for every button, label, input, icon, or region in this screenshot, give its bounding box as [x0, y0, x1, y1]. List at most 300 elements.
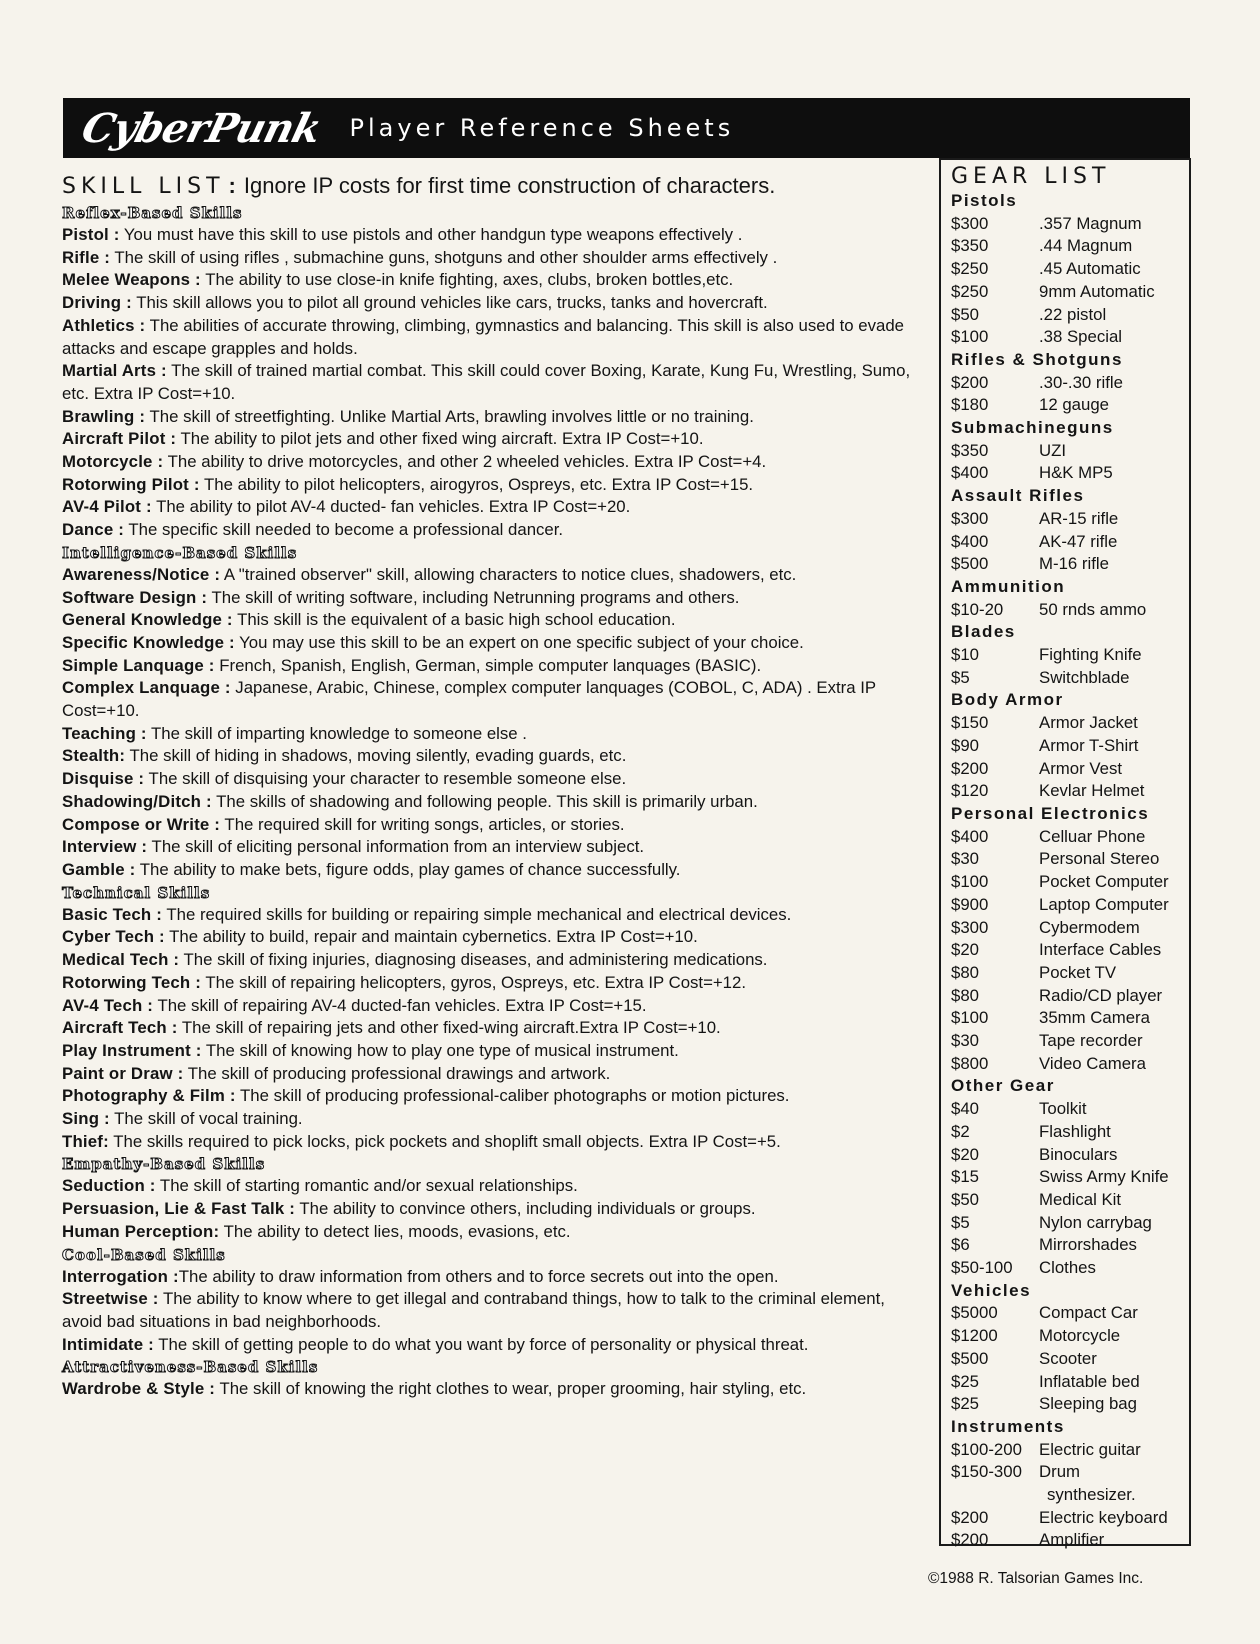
gear-price: $250: [951, 281, 989, 301]
gear-item: [951, 1348, 1189, 1371]
skill-name: Sing :: [62, 1109, 110, 1129]
gear-name: synthesizer.: [1047, 1485, 1136, 1505]
skill-description: The skill of using rifles , submachine guns, shotguns and other shoulder arms effectively .: [110, 247, 778, 267]
skill-name: Shadowing/Ditch :: [62, 791, 212, 811]
gear-item: [951, 1507, 1189, 1530]
gear-price: $200: [951, 372, 989, 392]
skill-entry: [62, 677, 912, 722]
gear-item: [951, 780, 1189, 803]
gear-name: H&K MP5: [1039, 463, 1113, 483]
skill-entry: [62, 791, 912, 814]
gear-name: Armor Jacket: [1039, 713, 1138, 733]
gear-item: [951, 712, 1189, 735]
skill-name: Interrogation :: [62, 1266, 179, 1286]
gear-item: [951, 1439, 1189, 1462]
skill-list-heading: [62, 173, 912, 200]
gear-price: $90: [951, 735, 979, 755]
gear-section-title: Body Armor: [951, 690, 1064, 710]
gear-price: $400: [951, 826, 989, 846]
page-title: Player Reference Sheets: [349, 114, 735, 142]
skill-category-title: Empathy-Based Skills: [62, 1155, 266, 1174]
gear-price: $200: [951, 1507, 989, 1527]
skill-list: [62, 173, 912, 1401]
gear-price: $300: [951, 213, 989, 233]
gear-item: [951, 758, 1189, 781]
skill-name: Martial Arts :: [62, 361, 167, 381]
gear-name: Clothes: [1039, 1258, 1096, 1278]
gear-name: Armor Vest: [1039, 758, 1122, 778]
skill-name: Streetwise :: [62, 1289, 159, 1309]
gear-item: [951, 281, 1189, 304]
skill-entry: [62, 1334, 912, 1357]
gear-name: Fighting Knife: [1039, 645, 1142, 665]
skill-category-title: Cool-Based Skills: [62, 1245, 226, 1264]
gear-name: Electric guitar: [1039, 1439, 1141, 1459]
gear-price: $300: [951, 508, 989, 528]
skill-description: A "trained observer" skill, allowing characters to notice clues, shadowers, etc.: [220, 564, 797, 584]
gear-item: [951, 1212, 1189, 1235]
skill-description: The skill of knowing the right clothes to wear, proper grooming, hair styling, etc.: [215, 1379, 807, 1399]
skill-name: Pistol :: [62, 225, 120, 244]
skill-entry: [62, 1108, 912, 1131]
gear-price: $350: [951, 440, 989, 460]
skill-description: The ability to use close-in knife fighting, axes, clubs, broken bottles,etc.: [200, 270, 734, 290]
skill-category-title: Attractiveness-Based Skills: [62, 1358, 319, 1377]
gear-name: M-16 rifle: [1039, 554, 1109, 574]
skill-name: Persuasion, Lie & Fast Talk :: [62, 1199, 296, 1219]
skill-name: Human Perception:: [62, 1221, 220, 1241]
skill-description: The skill of repairing jets and other fixed-wing aircraft.Extra IP Cost=+10.: [177, 1018, 721, 1038]
gear-section-title: Pistols: [951, 191, 1018, 210]
skill-description: You must have this skill to use pistols and other handgun type weapons effectively .: [119, 225, 743, 244]
skill-name: Seduction :: [62, 1176, 156, 1196]
gear-item: [951, 1461, 1189, 1484]
gear-item: [951, 213, 1189, 236]
skill-description: The ability to draw information from others and to force secrets out into the open.: [178, 1266, 779, 1286]
gear-price: $25: [951, 1371, 979, 1391]
gear-name: 9mm Automatic: [1039, 281, 1155, 301]
gear-item: [951, 1257, 1189, 1280]
gear-name: Compact Car: [1039, 1303, 1138, 1323]
skill-entry: [62, 836, 912, 859]
skill-description: This skill allows you to pilot all ground vehicles like cars, trucks, tanks and hovercraft.: [131, 293, 768, 313]
gear-price: $80: [951, 985, 979, 1005]
gear-name: Mirrorshades: [1039, 1235, 1137, 1255]
gear-price: $100-200: [951, 1439, 1022, 1459]
gear-name: Switchblade: [1039, 667, 1130, 687]
skill-description: The ability to pilot AV-4 ducted- fan vehicles. Extra IP Cost=+20.: [151, 497, 631, 517]
gear-section-title: Blades: [951, 622, 1016, 642]
gear-price: $40: [951, 1099, 979, 1119]
gear-item: [951, 1098, 1189, 1121]
skill-description: The required skill for writing songs, articles, or stories.: [220, 814, 625, 834]
skill-description: The ability to pilot jets and other fixed wing aircraft. Extra IP Cost=+10.: [176, 429, 704, 449]
skill-name: Aircraft Tech :: [62, 1018, 178, 1038]
skill-name: Interview :: [62, 837, 148, 857]
gear-item: [951, 1166, 1189, 1189]
gear-price: $30: [951, 1031, 979, 1051]
gear-name: AK-47 rifle: [1039, 531, 1118, 551]
skill-name: AV-4 Tech :: [62, 995, 154, 1015]
gear-item: [951, 1371, 1189, 1394]
skill-entry: [62, 1175, 912, 1198]
gear-section-title: Other Gear: [951, 1076, 1055, 1096]
skill-name: Driving :: [62, 293, 132, 313]
gear-list-title: GEAR LIST: [951, 164, 1111, 189]
skill-entry: [62, 428, 912, 451]
skill-name: Athletics :: [62, 315, 146, 335]
skill-description: The skill of vocal training.: [109, 1109, 303, 1129]
header-banner: [63, 98, 1190, 158]
gear-item: [951, 1484, 1189, 1507]
skill-description: The ability to detect lies, moods, evasions, etc.: [219, 1221, 571, 1241]
skill-name: Gamble :: [62, 859, 136, 879]
skill-entry: [62, 972, 912, 995]
gear-price: $300: [951, 917, 989, 937]
skill-name: Complex Lanquage :: [62, 678, 231, 698]
gear-item: [951, 372, 1189, 395]
gear-item: [951, 735, 1189, 758]
skill-entry: [62, 406, 912, 429]
gear-price: $5: [951, 1212, 970, 1232]
skill-entry: [62, 1040, 912, 1063]
gear-price: $1200: [951, 1326, 998, 1346]
gear-item: [951, 553, 1189, 576]
gear-name: Kevlar Helmet: [1039, 781, 1145, 801]
gear-price: $5000: [951, 1303, 998, 1323]
skill-name: Rotorwing Tech :: [62, 972, 201, 992]
gear-price: $20: [951, 1144, 979, 1164]
gear-item: [951, 462, 1189, 485]
gear-name: Tape recorder: [1039, 1031, 1143, 1051]
gear-name: .45 Automatic: [1039, 259, 1141, 279]
gear-price: $120: [951, 781, 989, 801]
gear-name: Cybermodem: [1039, 917, 1140, 937]
gear-item: [951, 1121, 1189, 1144]
gear-price: $15: [951, 1167, 979, 1187]
skill-description: The skill of streetfighting. Unlike Martial Arts, brawling involves little or no training.: [145, 406, 754, 426]
skill-description: The ability to convince others, including individuals or groups.: [295, 1199, 756, 1219]
gear-price: $500: [951, 554, 989, 574]
skill-entry: [62, 859, 912, 882]
skill-entry: [62, 269, 912, 292]
gear-list: [939, 158, 1191, 1550]
gear-price: $2: [951, 1121, 970, 1141]
skill-description: The skill of fixing injuries, diagnosing diseases, and administering medications.: [179, 950, 768, 970]
gear-name: AR-15 rifle: [1039, 508, 1119, 528]
gear-price: $800: [951, 1053, 989, 1073]
skill-entry: [62, 1221, 912, 1244]
skill-entry: [62, 949, 912, 972]
gear-price: $50: [951, 1189, 979, 1209]
gear-item: [951, 962, 1189, 985]
skill-entry: [62, 723, 912, 746]
skill-name: Compose or Write :: [62, 814, 221, 834]
gear-price: $500: [951, 1348, 989, 1368]
gear-section-title: Instruments: [951, 1416, 1065, 1436]
skill-name: Brawling :: [62, 406, 146, 426]
gear-price: $100: [951, 872, 989, 892]
skill-entry: [62, 1017, 912, 1040]
skill-entry: [62, 655, 912, 678]
gear-item: [951, 599, 1189, 622]
gear-price: $100: [951, 1008, 989, 1028]
skill-description: The skill of repairing helicopters, gyros, Ospreys, etc. Extra IP Cost=+12.: [201, 972, 747, 992]
gear-name: Interface Cables: [1039, 940, 1162, 960]
skill-description: The ability to drive motorcycles, and other 2 wheeled vehicles. Extra IP Cost=+4.: [163, 452, 767, 472]
gear-item: [951, 326, 1189, 349]
skill-entry: [62, 904, 912, 927]
gear-name: Drum: [1039, 1462, 1081, 1482]
gear-name: Toolkit: [1039, 1099, 1087, 1119]
skill-entry: [62, 564, 912, 587]
skill-name: Simple Lanquage :: [62, 655, 215, 675]
gear-name: Pocket Computer: [1039, 872, 1169, 892]
gear-item: [951, 826, 1189, 849]
gear-name: .30-.30 rifle: [1039, 372, 1123, 392]
skill-name: Wardrobe & Style :: [62, 1379, 216, 1399]
gear-price: $100: [951, 327, 989, 347]
skill-description: The skill of writing software, including Netrunning programs and others.: [207, 587, 740, 607]
gear-name: UZI: [1039, 440, 1067, 460]
skill-entry: [62, 474, 912, 497]
skill-entry: [62, 814, 912, 837]
gear-item: [951, 985, 1189, 1008]
gear-name: Celluar Phone: [1039, 826, 1146, 846]
gear-price: $400: [951, 531, 989, 551]
gear-name: Scooter: [1039, 1348, 1097, 1368]
gear-item: [951, 667, 1189, 690]
gear-price: $180: [951, 395, 989, 415]
skill-description: The specific skill needed to become a professional dancer.: [124, 520, 564, 540]
skill-entry: [62, 519, 912, 542]
gear-price: $6: [951, 1235, 970, 1255]
skill-description: The skill of starting romantic and/or sexual relationships.: [155, 1176, 578, 1196]
gear-item: [951, 644, 1189, 667]
skill-name: Medical Tech :: [62, 950, 180, 970]
skill-name: Rifle :: [62, 247, 111, 267]
skill-name: General Knowledge :: [62, 610, 233, 630]
gear-item: [951, 258, 1189, 281]
gear-name: Amplifier: [1039, 1530, 1105, 1550]
gear-name: 35mm Camera: [1039, 1008, 1150, 1028]
skill-entry: [62, 995, 912, 1018]
gear-price: $5: [951, 667, 970, 687]
gear-price: $30: [951, 849, 979, 869]
skill-category-title: Reflex-Based Skills: [62, 204, 243, 222]
skill-entry: [62, 496, 912, 519]
gear-item: [951, 939, 1189, 962]
gear-item: [951, 1007, 1189, 1030]
skill-list-subtitle: Ignore IP costs for first time construction of characters.: [243, 173, 776, 198]
skill-name: Rotorwing Pilot :: [62, 474, 200, 494]
gear-sections: [951, 190, 1189, 1552]
gear-item: [951, 508, 1189, 531]
gear-price: $150: [951, 713, 989, 733]
gear-name: Inflatable bed: [1039, 1371, 1140, 1391]
skill-description: This skill is the equivalent of a basic high school education.: [232, 610, 676, 630]
skill-name: Cyber Tech :: [62, 927, 165, 947]
skill-entry: [62, 768, 912, 791]
skill-entry: [62, 745, 912, 768]
gear-name: Pocket TV: [1039, 962, 1117, 982]
gear-name: Video Camera: [1039, 1053, 1146, 1073]
gear-item: [951, 1529, 1189, 1552]
gear-name: .22 pistol: [1039, 304, 1107, 324]
gear-name: Motorcycle: [1039, 1326, 1121, 1346]
gear-section-title: Vehicles: [951, 1280, 1032, 1300]
gear-item: [951, 917, 1189, 940]
skill-description: The ability to make bets, figure odds, play games of chance successfully.: [135, 859, 681, 879]
gear-price: $10: [951, 645, 979, 665]
gear-section-title: Submachineguns: [951, 418, 1114, 438]
gear-name: Personal Stereo: [1039, 849, 1160, 869]
heading-colon: :: [228, 173, 236, 198]
gear-price: $10-20: [951, 599, 1004, 619]
gear-price: $80: [951, 962, 979, 982]
skill-name: Paint or Draw :: [62, 1063, 184, 1083]
skill-description: The required skills for building or repairing simple mechanical and electrical devices.: [162, 904, 792, 924]
skill-description: The skill of eliciting personal information from an interview subject.: [147, 837, 645, 857]
skill-description: The skill of disquising your character to resemble someone else.: [144, 769, 627, 789]
gear-name: Laptop Computer: [1039, 894, 1169, 914]
skill-entry: [62, 1085, 912, 1108]
skill-list-title: SKILL LIST: [62, 174, 225, 199]
gear-price: $50: [951, 304, 979, 324]
gear-price: $250: [951, 259, 989, 279]
gear-name: Electric keyboard: [1039, 1507, 1168, 1527]
gear-item: [951, 1053, 1189, 1076]
skill-description: The skills required to pick locks, pick pockets and shoplift small objects. Extra IP Cost=+5.: [108, 1131, 781, 1151]
gear-item: [951, 1144, 1189, 1167]
skill-description: The skill of producing professional-caliber photographs or motion pictures.: [235, 1086, 790, 1106]
skill-name: Melee Weapons :: [62, 270, 201, 290]
skill-categories: [62, 202, 912, 1401]
skill-description: The abilities of accurate throwing, climbing, gymnastics and balancing. This skill is also used to evade attacks and escape grapples and holds.: [62, 315, 904, 358]
gear-price: $900: [951, 894, 989, 914]
gear-price: $200: [951, 1530, 989, 1550]
skill-entry: [62, 1378, 912, 1401]
skill-entry: [62, 224, 912, 247]
skill-name: Teaching :: [62, 723, 147, 743]
gear-price: $400: [951, 463, 989, 483]
skill-description: The skill of imparting knowledge to someone else .: [146, 723, 527, 743]
skill-name: Aircraft Pilot :: [62, 429, 177, 449]
skill-entry: [62, 1063, 912, 1086]
gear-name: Swiss Army Knife: [1039, 1167, 1169, 1187]
gear-item: [951, 531, 1189, 554]
skill-category-title: Intelligence-Based Skills: [62, 543, 298, 562]
skill-entry: [62, 587, 912, 610]
gear-price: $50-100: [951, 1258, 1013, 1278]
gear-name: Nylon carrybag: [1039, 1212, 1152, 1232]
skill-description: The skills of shadowing and following people. This skill is primarily urban.: [211, 791, 758, 811]
gear-item: [951, 1302, 1189, 1325]
gear-name: Armor T-Shirt: [1039, 735, 1139, 755]
skill-description: The skill of producing professional drawings and artwork.: [183, 1063, 611, 1083]
skill-name: Disquise :: [62, 769, 145, 789]
gear-name: .44 Magnum: [1039, 236, 1133, 256]
gear-name: .357 Magnum: [1039, 213, 1142, 233]
gear-section-title: Ammunition: [951, 576, 1066, 596]
gear-item: [951, 394, 1189, 417]
gear-name: Binoculars: [1039, 1144, 1118, 1164]
skill-name: Basic Tech :: [62, 904, 163, 924]
gear-name: Flashlight: [1039, 1121, 1111, 1141]
gear-item: [951, 304, 1189, 327]
gear-item: [951, 440, 1189, 463]
skill-entry: [62, 292, 912, 315]
skill-description: The ability to pilot helicopters, airogyros, Ospreys, etc. Extra IP Cost=+15.: [199, 474, 754, 494]
skill-entry: [62, 1198, 912, 1221]
gear-name: 12 gauge: [1039, 395, 1109, 415]
skill-name: Stealth:: [62, 746, 126, 766]
skill-entry: [62, 926, 912, 949]
skill-entry: [62, 1266, 912, 1289]
gear-name: Sleeping bag: [1039, 1394, 1137, 1414]
skill-name: Thief:: [62, 1131, 109, 1151]
gear-item: [951, 1189, 1189, 1212]
skill-entry: [62, 360, 912, 405]
gear-item: [951, 1325, 1189, 1348]
gear-item: [951, 1393, 1189, 1416]
skill-name: Dance :: [62, 520, 125, 540]
gear-price: $25: [951, 1394, 979, 1414]
gear-price: $200: [951, 758, 989, 778]
skill-description: You may use this skill to be an expert on one specific subject of your choice.: [234, 632, 804, 652]
skill-description: The ability to build, repair and maintain cybernetics. Extra IP Cost=+10.: [164, 927, 698, 947]
gear-price: $150-300: [951, 1462, 1022, 1482]
skill-description: The skill of getting people to do what you want by force of personality or physical threat.: [153, 1334, 809, 1354]
skill-name: Specific Knowledge :: [62, 632, 235, 652]
skill-name: Photography & Film :: [62, 1086, 236, 1106]
gear-item: [951, 1030, 1189, 1053]
gear-item: [951, 871, 1189, 894]
gear-name: Radio/CD player: [1039, 985, 1163, 1005]
cyberpunk-logo: CyberPunk: [77, 104, 326, 152]
gear-price: $350: [951, 236, 989, 256]
skill-name: Intimidate :: [62, 1334, 154, 1354]
skill-name: Awareness/Notice :: [62, 564, 221, 584]
skill-entry: [62, 451, 912, 474]
gear-name: .38 Special: [1039, 327, 1123, 347]
skill-description: Japanese, Arabic, Chinese, complex computer lanquages (COBOL, C, ADA) . Extra IP Cost=+10.: [62, 678, 876, 721]
skill-description: The skill of hiding in shadows, moving silently, evading guards, etc.: [125, 746, 627, 766]
gear-item: [951, 848, 1189, 871]
skill-name: Play Instrument :: [62, 1040, 202, 1060]
skill-description: The ability to know where to get illegal and contraband things, how to talk to the criminal element, avoid bad situations in bad neighborhoods.: [62, 1289, 885, 1331]
gear-price: $20: [951, 940, 979, 960]
gear-name: Medical Kit: [1039, 1189, 1122, 1209]
skill-category-title: Technical Skills: [62, 883, 211, 902]
gear-price: [951, 1484, 1047, 1507]
skill-name: Motorcycle :: [62, 452, 164, 472]
gear-item: [951, 235, 1189, 258]
skill-entry: [62, 609, 912, 632]
skill-entry: [62, 632, 912, 655]
gear-section-title: Rifles & Shotguns: [951, 349, 1123, 369]
skill-description: The skill of knowing how to play one type of musical instrument.: [201, 1040, 679, 1060]
gear-name: 50 rnds ammo: [1039, 599, 1147, 619]
skill-name: Software Design :: [62, 587, 208, 607]
skill-description: The skill of trained martial combat. This skill could cover Boxing, Karate, Kung Fu, Wrestling, Sumo, etc. Extra IP Cost=+10.: [62, 361, 911, 403]
gear-section-title: Personal Electronics: [951, 803, 1150, 823]
gear-section-title: Assault Rifles: [951, 486, 1085, 506]
skill-name: AV-4 Pilot :: [62, 497, 152, 517]
skill-entry: [62, 315, 912, 360]
skill-description: French, Spanish, English, German, simple computer lanquages (BASIC).: [214, 655, 762, 675]
gear-item: [951, 894, 1189, 917]
